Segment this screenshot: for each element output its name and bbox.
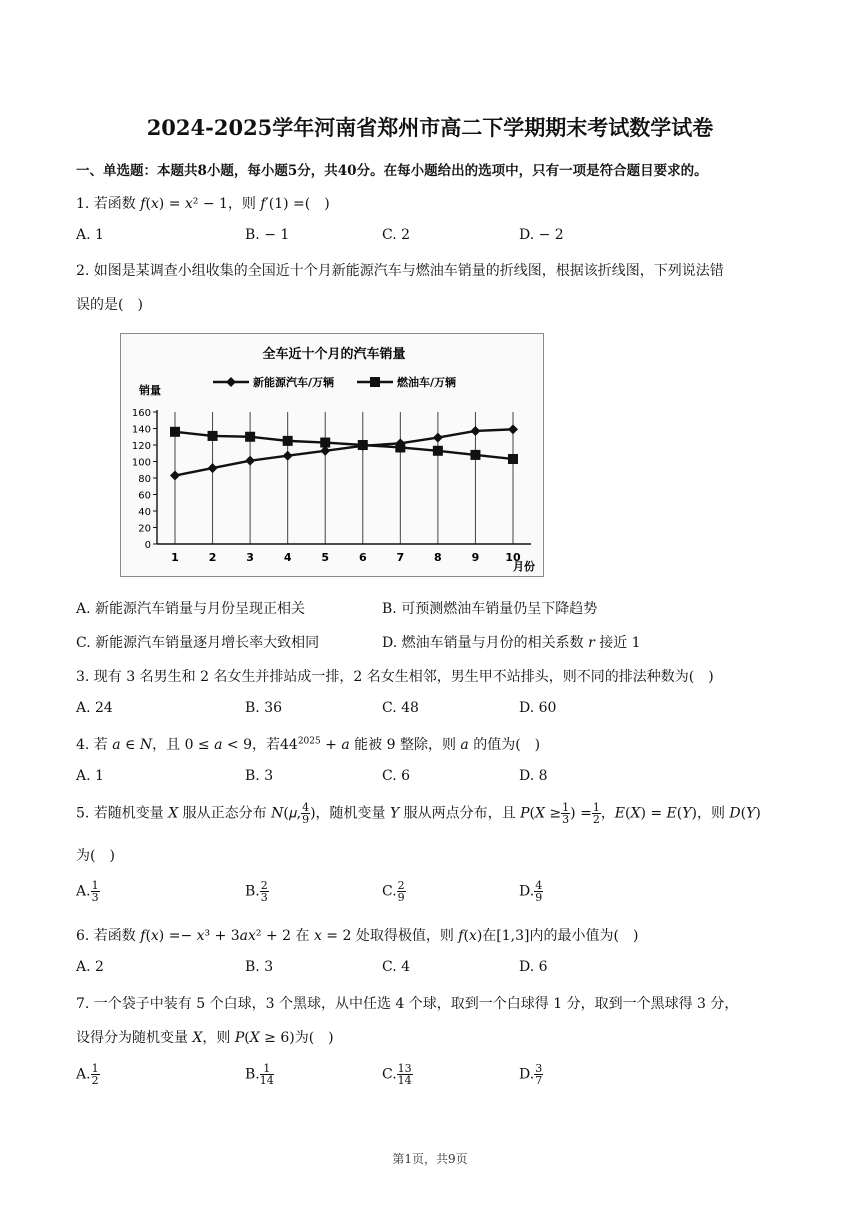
q5-option-a — [76, 880, 100, 903]
q5-text-4: ，𝐸(𝑋) = 𝐸(𝑌)，则 𝐷(𝑌) — [600, 805, 761, 822]
q5-frac2-den: 3 — [562, 813, 570, 826]
q7-option-d-fraction — [534, 1063, 543, 1086]
question-2-line2: 误的是( ) — [76, 297, 143, 313]
x-tick-label-5: 5 — [321, 551, 330, 564]
chart-title: 全车近十个月的汽车销量 — [262, 347, 406, 362]
q7-b-num: 1 — [260, 1063, 274, 1075]
x-tick-label-9: 9 — [471, 551, 480, 564]
q5-option-d — [519, 880, 543, 903]
series-2-point-2 — [208, 431, 218, 441]
series-2-point-7 — [395, 442, 405, 452]
chart-legend — [213, 375, 456, 389]
q3-option-b: B. 36 — [245, 700, 283, 716]
x-tick-label-2: 2 — [208, 551, 217, 564]
y-tick-label-40: 40 — [138, 507, 151, 518]
q5-d-den: 9 — [535, 891, 543, 904]
series-1-point-1 — [170, 471, 180, 481]
question-6: 6. 若函数 𝑓(𝑥) =− 𝑥³ + 3𝑎𝑥² + 2 在 𝑥 = 2 处取得极值，则 𝑓(𝑥)在[1,3]内的最小值为( ) — [76, 928, 639, 944]
legend-label-1: 新能源汽车/万辆 — [253, 376, 335, 389]
q2-option-b: B. 可预测燃油车销量仍呈下降趋势 — [382, 601, 598, 617]
q5-fraction-2 — [561, 802, 570, 825]
x-tick-label-1: 1 — [171, 551, 179, 564]
q5-option-c-label: C. — [382, 883, 397, 900]
plot-area — [132, 408, 531, 564]
x-tick-label-6: 6 — [358, 551, 367, 564]
q1-option-b: B. − 1 — [245, 227, 290, 243]
q7-option-c-fraction — [397, 1063, 413, 1086]
q4-text-pre: 4. 若 𝑎 ∈ 𝑁，且 0 ≤ 𝑎 < 9，若44 — [76, 737, 298, 753]
q4-option-b: B. 3 — [245, 768, 274, 784]
question-5-line1 — [76, 802, 761, 825]
series-2-point-10 — [508, 454, 518, 464]
y-tick-label-140: 140 — [131, 424, 151, 436]
series-2-point-5 — [320, 438, 330, 448]
series-1-point-10 — [508, 424, 518, 434]
q7-option-a-label: A. — [76, 1066, 91, 1083]
q7-d-den: 7 — [535, 1074, 543, 1087]
page-footer: 第1页，共9页 — [392, 1152, 468, 1166]
q6-option-b: B. 3 — [245, 959, 274, 975]
q7-option-b-fraction — [260, 1063, 274, 1086]
q5-option-b-fraction — [260, 880, 269, 903]
q4-exponent: 2025 — [297, 736, 321, 747]
q7-option-a — [76, 1063, 100, 1086]
q7-b-den: 14 — [259, 1074, 274, 1087]
y-axis-label: 销量 — [139, 384, 161, 397]
series-1-point-2 — [208, 463, 218, 473]
series-2-point-1 — [170, 427, 180, 437]
q4-option-a: A. 1 — [76, 768, 104, 784]
q5-option-b — [245, 880, 269, 903]
q1-option-d: D. − 2 — [519, 227, 564, 243]
q4-option-d: D. 8 — [519, 768, 548, 784]
q5-c-num: 2 — [397, 879, 405, 892]
legend-marker-2 — [370, 377, 380, 387]
q7-c-den: 14 — [397, 1074, 412, 1087]
y-tick-label-80: 80 — [138, 474, 151, 485]
q7-a-num: 1 — [91, 1062, 99, 1075]
question-1: 1. 若函数 𝑓(𝑥) = 𝑥² − 1，则 𝑓′(1) =( ) — [76, 196, 330, 212]
series-2-point-9 — [470, 450, 480, 460]
series-2-point-4 — [283, 436, 293, 446]
q5-a-num: 1 — [91, 879, 99, 892]
q5-text-1: 5. 若随机变量 𝑋 服从正态分布 𝑁(𝜇, — [76, 805, 302, 822]
q3-option-d: D. 60 — [519, 700, 557, 716]
x-tick-label-8: 8 — [434, 551, 442, 564]
page-title: 2024-2025学年河南省郑州市高二下学期期末考试数学试卷 — [146, 115, 714, 140]
x-tick-label-3: 3 — [246, 551, 254, 564]
series-2-point-6 — [358, 440, 368, 450]
x-axis-label: 月份 — [513, 560, 535, 573]
y-tick-label-0: 0 — [144, 540, 151, 551]
q5-option-c-fraction — [397, 880, 406, 903]
q5-c-den: 9 — [397, 891, 405, 904]
legend-marker-1 — [226, 377, 236, 387]
q7-option-d-label: D. — [519, 1066, 535, 1083]
x-tick-label-4: 4 — [283, 551, 292, 564]
q5-frac2-num: 1 — [562, 801, 570, 814]
q4-option-c: C. 6 — [382, 768, 411, 784]
q5-frac3-den: 2 — [592, 813, 600, 826]
q5-b-num: 2 — [260, 879, 268, 892]
legend-label-2: 燃油车/万辆 — [397, 376, 457, 389]
y-tick-label-20: 20 — [138, 523, 151, 535]
q5-option-c — [382, 880, 406, 903]
question-4 — [76, 734, 540, 754]
q1-option-a: A. 1 — [76, 227, 104, 243]
q2-option-d: D. 燃油车销量与月份的相关系数 𝑟 接近 1 — [382, 635, 641, 651]
series-1-point-9 — [470, 426, 480, 436]
q7-option-a-fraction — [91, 1063, 100, 1086]
series-1-point-8 — [433, 433, 443, 443]
q2-option-c: C. 新能源汽车销量逐月增长率大致相同 — [76, 635, 320, 651]
q5-fraction-1 — [301, 802, 310, 825]
q7-option-c-label: C. — [382, 1066, 397, 1083]
section-heading: 一、单选题：本题共8小题，每小题5分，共40分。在每小题给出的选项中，只有一项是符合题目要求的。 — [76, 163, 708, 179]
x-tick-label-7: 7 — [396, 551, 405, 564]
q5-frac1-den: 9 — [302, 813, 310, 826]
q1-option-c: C. 2 — [382, 227, 411, 243]
q7-option-c — [382, 1063, 413, 1086]
q5-frac3-num: 1 — [592, 801, 600, 814]
y-tick-label-100: 100 — [131, 457, 151, 469]
q3-option-c: C. 48 — [382, 700, 419, 716]
sales-line-chart — [120, 333, 544, 577]
q5-text-2: )，随机变量 𝑌 服从两点分布，且 𝑃(𝑋 ≥ — [310, 805, 562, 822]
question-5-line2: 为( ) — [76, 848, 115, 864]
q7-option-b-label: B. — [245, 1066, 260, 1083]
series-1-point-4 — [283, 451, 293, 461]
series-1-point-3 — [245, 456, 255, 466]
q6-option-d: D. 6 — [519, 959, 548, 975]
q5-b-den: 3 — [260, 891, 268, 904]
q5-option-d-label: D. — [519, 883, 535, 900]
q4-text-post: + 𝑎 能被 9 整除，则 𝑎 的值为( ) — [320, 737, 541, 753]
question-2-line1: 2. 如图是某调查小组收集的全国近十个月新能源汽车与燃油车销量的折线图，根据该折线图，下列说法错 — [76, 263, 724, 279]
y-tick-label-60: 60 — [138, 490, 151, 502]
q3-option-a: A. 24 — [76, 700, 113, 716]
q5-a-den: 3 — [91, 891, 99, 904]
y-tick-label-120: 120 — [131, 441, 151, 452]
q5-option-a-fraction — [91, 880, 100, 903]
x-tick-label-10: 10 — [505, 551, 521, 564]
q7-option-b — [245, 1063, 274, 1086]
q5-option-d-fraction — [534, 880, 543, 903]
q5-d-num: 4 — [535, 879, 543, 892]
series-2-point-3 — [245, 432, 255, 442]
q7-a-den: 2 — [91, 1074, 99, 1087]
question-7-line2: 设得分为随机变量 𝑋，则 𝑃(𝑋 ≥ 6)为( ) — [76, 1030, 334, 1046]
q5-option-b-label: B. — [245, 883, 260, 900]
q6-option-c: C. 4 — [382, 959, 411, 975]
q6-option-a: A. 2 — [76, 959, 104, 975]
q5-text-3: ) = — [570, 805, 592, 822]
q5-fraction-3 — [592, 802, 601, 825]
series-line-2 — [175, 432, 513, 459]
q5-option-a-label: A. — [76, 883, 91, 900]
q7-option-d — [519, 1063, 543, 1086]
q5-frac1-num: 4 — [302, 801, 310, 814]
series-2-point-8 — [433, 446, 443, 456]
q7-c-num: 13 — [397, 1062, 412, 1075]
q7-d-num: 3 — [535, 1062, 543, 1075]
y-tick-label-160: 160 — [131, 408, 151, 419]
chart-svg — [121, 334, 543, 576]
q2-option-a: A. 新能源汽车销量与月份呈现正相关 — [76, 601, 306, 617]
question-7-line1: 7. 一个袋子中装有 5 个白球，3 个黑球，从中任选 4 个球，取到一个白球得 1 分，取到一个黑球得 3 分， — [76, 996, 739, 1012]
question-3: 3. 现有 3 名男生和 2 名女生并排站成一排，2 名女生相邻，男生甲不站排头，则不同的排法种数为( ) — [76, 669, 714, 685]
